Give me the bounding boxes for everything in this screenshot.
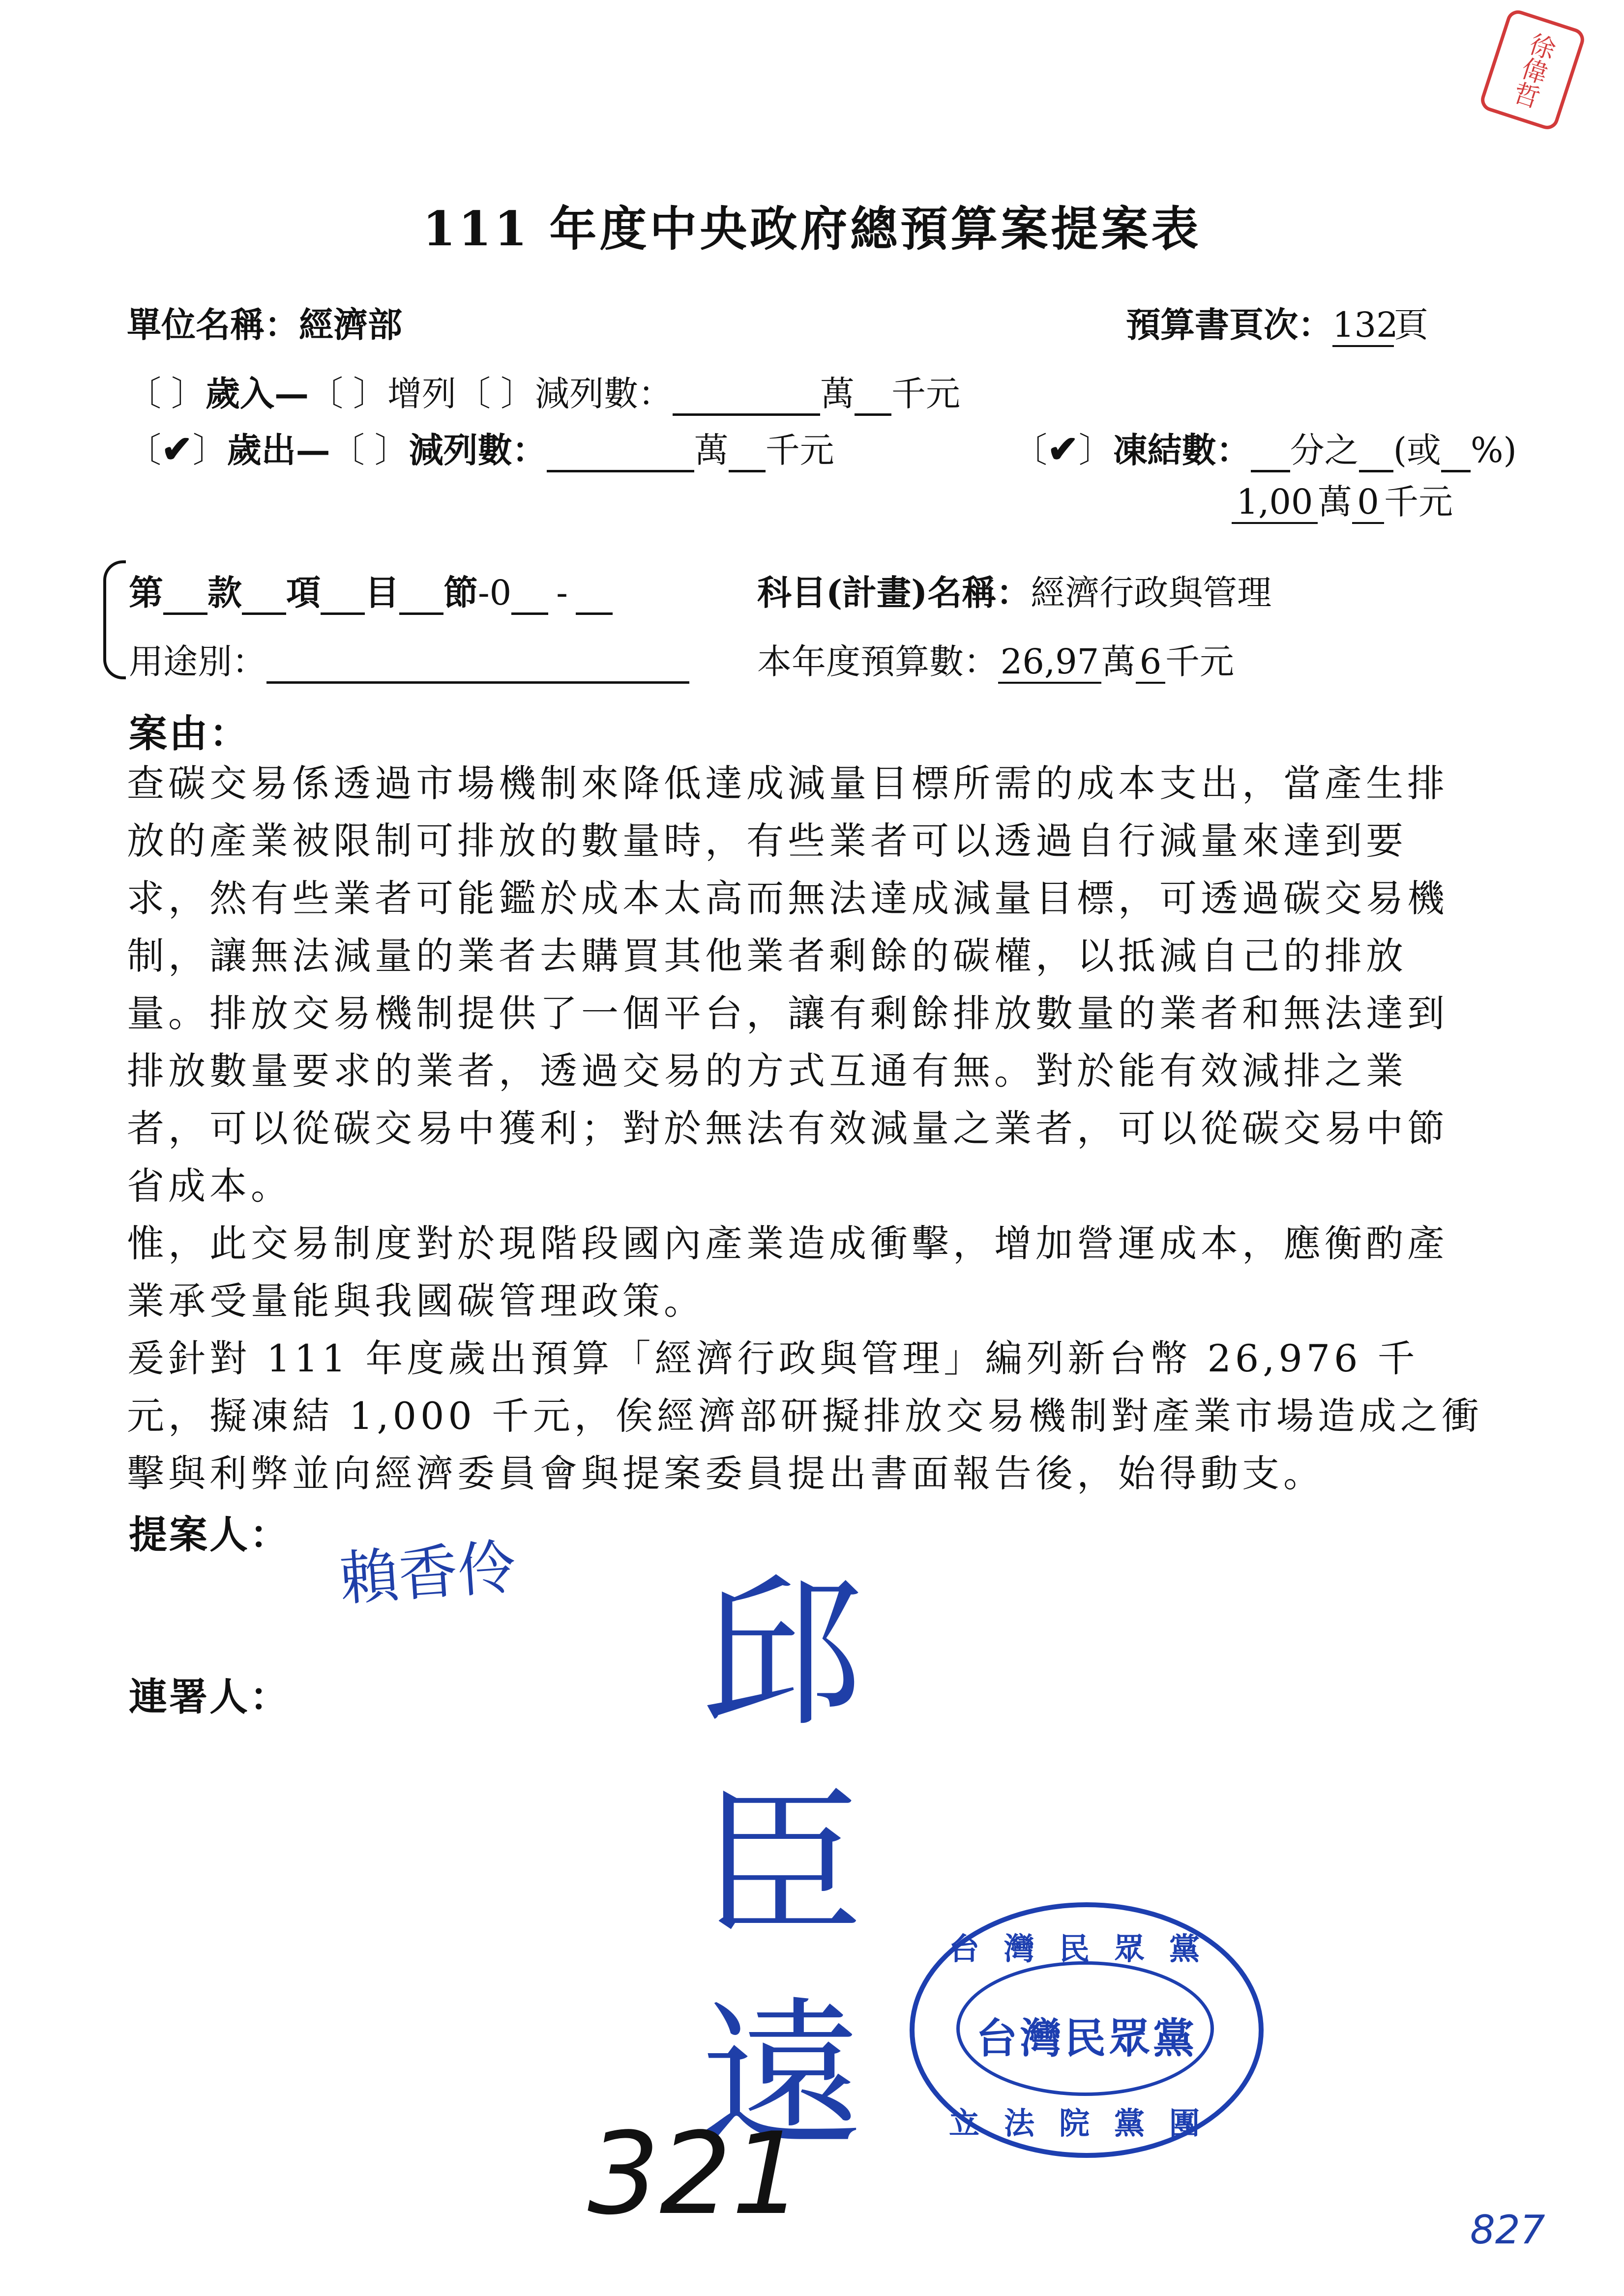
budget-page-value: 132 <box>1332 305 1394 347</box>
usage-row <box>129 634 689 684</box>
increase-label: 增列 <box>387 374 456 414</box>
usage-label: 用途別： <box>129 641 266 682</box>
bracket-open: 〔 <box>1013 430 1047 470</box>
mu-blank <box>321 578 365 615</box>
code-blank-1 <box>511 578 548 615</box>
freeze-or: (或 <box>1393 430 1441 470</box>
freeze-fen: 分之 <box>1290 430 1359 470</box>
usage-blank <box>266 647 689 684</box>
annual-wan: 26,97 <box>998 641 1101 684</box>
expense-wan-blank <box>547 436 694 472</box>
bracket-close: 〕 <box>374 430 409 470</box>
bracket-open: 〔 <box>127 374 161 414</box>
document-title: 111 年度中央政府總預算案提案表 <box>422 201 1202 257</box>
code-dash: - <box>556 573 568 613</box>
revenue-wan-blank <box>673 379 820 416</box>
reason-body <box>127 755 1489 1502</box>
kuan-blank <box>163 578 207 615</box>
revenue-line <box>127 366 960 416</box>
subject-row <box>757 565 1271 615</box>
budget-page-label: 預算書頁次： <box>1126 304 1332 345</box>
bracket-open: 〔 <box>309 374 343 414</box>
page-mark: 827 <box>1470 2207 1545 2253</box>
cosigner-signature: 邱臣遠 <box>701 1560 863 2171</box>
code-blank-2 <box>576 578 613 615</box>
bracket-close: 〕 <box>192 430 227 470</box>
reason-label: 案由： <box>129 711 250 756</box>
xiang-label: 項 <box>286 572 321 613</box>
wan-unit: 萬 <box>694 430 729 470</box>
unit-label: 單位名稱： <box>127 304 299 345</box>
seal-center-text: 台灣民眾黨 <box>975 2014 1197 2063</box>
party-seal <box>910 1902 1264 2158</box>
qian-unit: 千元 <box>1384 482 1453 522</box>
bracket-close: 〕 <box>171 374 206 414</box>
budget-page-suffix: 頁 <box>1394 305 1428 345</box>
wan-unit: 萬 <box>820 374 855 414</box>
mu-label: 目 <box>365 572 399 613</box>
qian-unit: 千元 <box>891 374 960 414</box>
subject-label: 科目(計畫)名稱： <box>757 572 1031 613</box>
revenue-label: 歲入— <box>206 373 309 414</box>
freeze-check-icon: ✔ <box>1047 427 1079 471</box>
freeze-amount-qian: 0 <box>1352 482 1384 524</box>
jie-blank <box>399 578 443 615</box>
xiang-blank <box>242 578 286 615</box>
item-code: -0 <box>478 573 512 613</box>
freeze-label: 凍結數： <box>1113 430 1251 470</box>
qian-unit: 千元 <box>765 430 834 470</box>
di-label: 第 <box>129 572 163 613</box>
seal-top-text: 台灣民眾黨 <box>948 1931 1224 1967</box>
subject-value: 經濟行政與管理 <box>1031 573 1272 613</box>
unit-row <box>127 297 402 347</box>
wan-unit: 萬 <box>1318 482 1352 522</box>
freeze-amount-wan: 1,00 <box>1232 482 1318 524</box>
wan-unit: 萬 <box>1101 641 1136 682</box>
annual-label: 本年度預算數： <box>757 641 998 682</box>
handwritten-number: 321 <box>588 2109 803 2240</box>
expense-check-icon: ✔ <box>161 427 193 471</box>
annual-budget-row <box>757 634 1234 684</box>
freeze-percent-blank <box>1441 436 1471 472</box>
reason-paragraph-2: 惟，此交易制度對於現階段國內產業造成衝擊，增加營運成本，應衡酌產業承受量能與我國碳管理政策。 <box>127 1221 1448 1323</box>
kuan-label: 款 <box>207 572 242 613</box>
reason-paragraph-1: 查碳交易係透過市場機制來降低達成減量目標所需的成本支出，當產生排放的產業被限制可排放的數量時，有些業者可以透過自行減量來達到要求，然有些業者可能鑑於成本太高而無法達成減量目標，可透過碳交易機制，讓無法減量的業者去購買其他業者剩餘的碳權，以抵減自己的排放量。排放交易機制提供了一個平台，讓有剩餘排放數量的業者和無法達到排放數量要求的業者，透過交易的方式互通有無。對於能有效減排之業者，可以從碳交易中獲利；對於無法有效減量之業者，可以從碳交易中節省成本。 <box>127 761 1448 1208</box>
proposer-signature: 賴香伶 <box>337 1533 519 1614</box>
expense-line <box>127 423 834 472</box>
proposer-label: 提案人： <box>129 1512 291 1557</box>
revenue-qian-blank <box>855 379 891 416</box>
bracket-open: 〔 <box>330 430 365 470</box>
left-brace <box>103 560 126 679</box>
bracket-open: 〔 <box>127 430 161 470</box>
reason-paragraph-3: 爰針對 111 年度歲出預算「經濟行政與管理」編列新台幣 26,976 千元，擬凍結 1,000 千元，俟經濟部研擬排放交易機制對產業市場造成之衝擊與利弊並向經濟委員會與提案委員提出書面報告後，始得動支。 <box>127 1337 1483 1495</box>
bracket-close: 〕 <box>1078 430 1113 470</box>
bracket-close: 〕 <box>353 374 387 414</box>
qian-unit: 千元 <box>1165 641 1234 682</box>
expense-label: 歲出— <box>227 430 330 470</box>
reviewer-stamp: 徐偉哲 <box>1478 7 1587 132</box>
expense-decrease-label: 減列數： <box>409 430 547 470</box>
freeze-pct: %) <box>1471 430 1517 470</box>
cosigner-label: 連署人： <box>129 1675 291 1719</box>
freeze-amount-row <box>1232 474 1453 524</box>
budget-page-row <box>1126 297 1428 347</box>
bracket-open: 〔 <box>456 374 491 414</box>
bracket-close: 〕 <box>501 374 535 414</box>
freeze-numerator-blank <box>1251 436 1290 472</box>
seal-bottom-text: 立法院黨團 <box>948 2105 1224 2141</box>
annual-qian: 6 <box>1136 641 1165 684</box>
item-code-row <box>129 565 613 615</box>
expense-qian-blank <box>729 436 766 472</box>
decrease-label: 減列數： <box>535 374 673 414</box>
jie-label: 節 <box>443 572 478 613</box>
freeze-denominator-blank <box>1359 436 1393 472</box>
unit-value: 經濟部 <box>299 304 402 345</box>
freeze-line <box>1013 423 1517 472</box>
